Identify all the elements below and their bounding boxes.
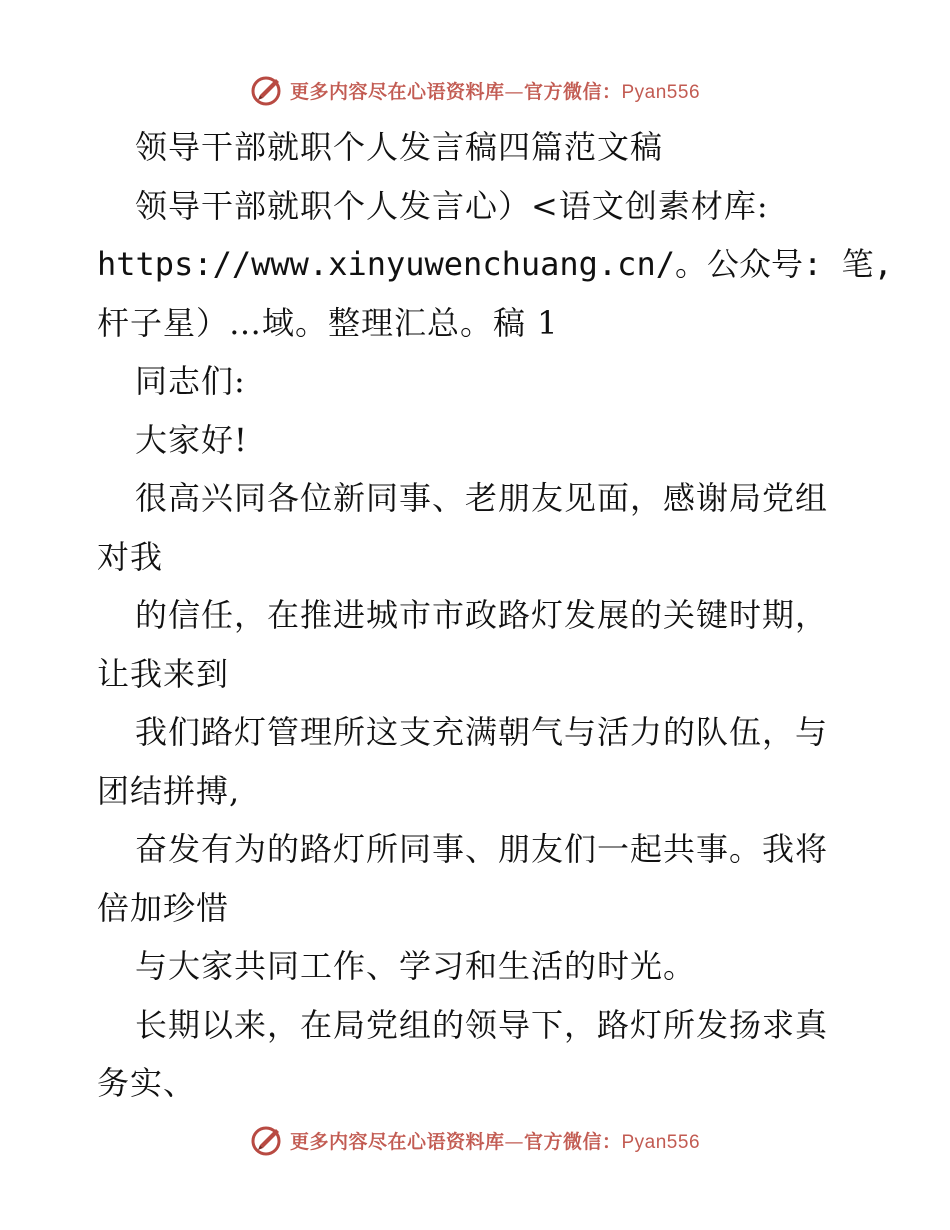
footer-banner-title: 更多内容尽在心语资料库	[289, 1130, 505, 1153]
text-line: 对我	[97, 537, 164, 576]
footer-banner-separator: —	[504, 1130, 524, 1153]
header-banner-title: 更多内容尽在心语资料库	[289, 80, 505, 103]
text-line: 同志们:	[135, 362, 246, 400]
text-line: 很高兴同各位新同事、老朋友见面，感谢局党组	[135, 479, 829, 517]
footer-wechat-id: Pyan556	[621, 1131, 701, 1153]
document-title: 领导干部就职个人发言稿四篇范文稿	[135, 128, 664, 166]
header-banner	[0, 70, 950, 110]
text-line: 与大家共同工作、学习和生活的时光。	[135, 947, 697, 985]
header-banner-text	[290, 77, 700, 104]
text-line: 奋发有为的路灯所同事、朋友们一起共事。我将	[135, 830, 829, 868]
pen-logo-icon	[250, 73, 284, 107]
text-line: 长期以来，在局党组的领导下，路灯所发扬求真	[135, 1005, 829, 1044]
footer-banner	[0, 1120, 950, 1160]
text-line: 我们路灯管理所这支充满朝气与活力的队伍，与	[135, 713, 829, 751]
text-line: 团结拼搏,	[97, 771, 241, 810]
document-body	[97, 118, 893, 1113]
text-line: 务实、	[97, 1064, 197, 1102]
text-line: https://www.xinyuwenchuang.cn/。公众号: 笔,	[97, 245, 893, 283]
text-line: 让我来到	[97, 654, 230, 693]
text-line: 杆子星）…域。整理汇总。稿 1	[97, 303, 559, 342]
footer-wechat-label: 官方微信：	[523, 1130, 622, 1153]
pen-logo-icon	[250, 1123, 284, 1157]
header-wechat-id: Pyan556	[621, 81, 701, 103]
text-line: 倍加珍惜	[97, 888, 230, 927]
footer-banner-text	[290, 1127, 700, 1154]
text-line: 的信任，在推进城市市政路灯发展的关键时期，	[135, 596, 829, 634]
text-line: 领导干部就职个人发言心）<语文创素材库:	[135, 186, 769, 225]
text-line: 大家好!	[135, 420, 248, 459]
header-banner-separator: —	[504, 80, 524, 103]
header-wechat-label: 官方微信：	[523, 80, 622, 103]
